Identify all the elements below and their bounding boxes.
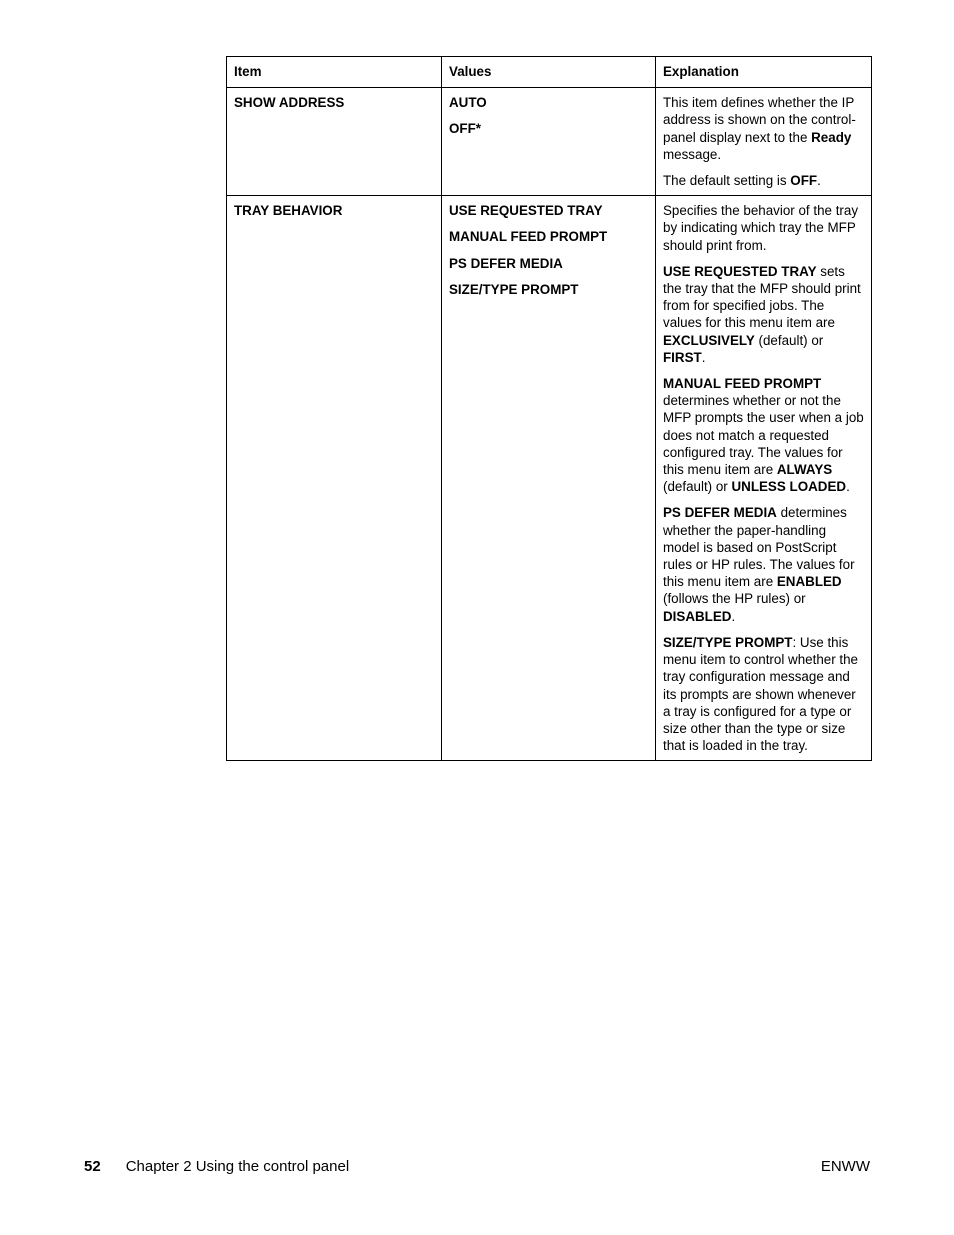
setting-keyword: EXCLUSIVELY (663, 332, 755, 348)
settings-table (226, 56, 872, 761)
value-option: AUTO (449, 95, 487, 111)
page-number: 52 (84, 1158, 101, 1175)
explanation-text: message. (663, 146, 722, 162)
explanation-paragraph (663, 634, 864, 754)
explanation-paragraph (663, 263, 864, 366)
explanation-paragraph (663, 94, 864, 163)
setting-keyword: USE REQUESTED TRAY (663, 263, 817, 279)
explanation-text: The default setting is (663, 173, 791, 189)
item-cell: SHOW ADDRESS (227, 88, 442, 196)
explanation-text: This item defines whether the IP address is shown on the control-panel display next to the (663, 95, 856, 145)
table-body (227, 88, 872, 761)
setting-keyword: PS DEFER MEDIA (663, 505, 777, 521)
explanation-paragraph (663, 172, 864, 189)
explanation-text: . (701, 349, 706, 365)
value-option: MANUAL FEED PROMPT (449, 229, 608, 245)
setting-keyword: ENABLED (776, 574, 842, 590)
page-footer-left (84, 1158, 349, 1176)
explanation-text: . (846, 479, 850, 495)
explanation-text: Specifies the behavior of the tray by indicating which tray the MFP should print from. (663, 203, 859, 253)
table-header-row (227, 57, 872, 88)
explanation-paragraph (663, 202, 864, 254)
explanation-text: (default) or (663, 479, 732, 495)
value-option: OFF* (449, 121, 481, 137)
header-item: Item (227, 57, 442, 88)
item-cell: TRAY BEHAVIOR (227, 196, 442, 761)
table-row (227, 88, 872, 196)
explanation-text: determines whether or not the MFP prompts the user when a job does not match a requested configured tray. The values for this menu item are (663, 393, 864, 478)
explanation-text: (default) or (754, 332, 824, 348)
setting-keyword: FIRST (663, 349, 702, 365)
explanation-text: (follows the HP rules) or (663, 591, 806, 607)
explanation-paragraph (663, 375, 864, 495)
setting-keyword: SIZE/TYPE PROMPT (663, 634, 793, 650)
chapter-title: Chapter 2 Using the control panel (125, 1158, 350, 1175)
values-cell (442, 88, 656, 196)
setting-keyword: MANUAL FEED PROMPT (663, 376, 822, 392)
setting-keyword: UNLESS LOADED (731, 479, 847, 495)
explanation-text: . (731, 608, 736, 624)
explanation-text: determines whether the paper-handling model is based on PostScript rules or HP rules. The values for this menu item are (663, 505, 855, 590)
explanation-text: . (817, 173, 821, 189)
setting-keyword: ALWAYS (776, 462, 833, 478)
header-explanation: Explanation (656, 57, 872, 88)
value-option: USE REQUESTED TRAY (449, 203, 603, 219)
explanation-cell (656, 88, 872, 196)
header-values: Values (442, 57, 656, 88)
setting-keyword: Ready (811, 129, 852, 145)
setting-keyword: DISABLED (663, 608, 732, 624)
explanation-paragraph (663, 504, 864, 624)
values-cell (442, 196, 656, 761)
setting-keyword: OFF (790, 173, 818, 189)
footer-locale: ENWW (820, 1158, 870, 1175)
explanation-text: sets the tray that the MFP should print from for specified jobs. The values for this menu item are (663, 263, 861, 331)
explanation-cell (656, 196, 872, 761)
value-option: SIZE/TYPE PROMPT (449, 281, 579, 297)
explanation-text: : Use this menu item to control whether the tray configuration message and its prompts are shown whenever a tray is configured for a type or size other than the type or size that is loaded in the tray. (663, 634, 859, 754)
value-option: PS DEFER MEDIA (449, 255, 563, 271)
table-row (227, 196, 872, 761)
